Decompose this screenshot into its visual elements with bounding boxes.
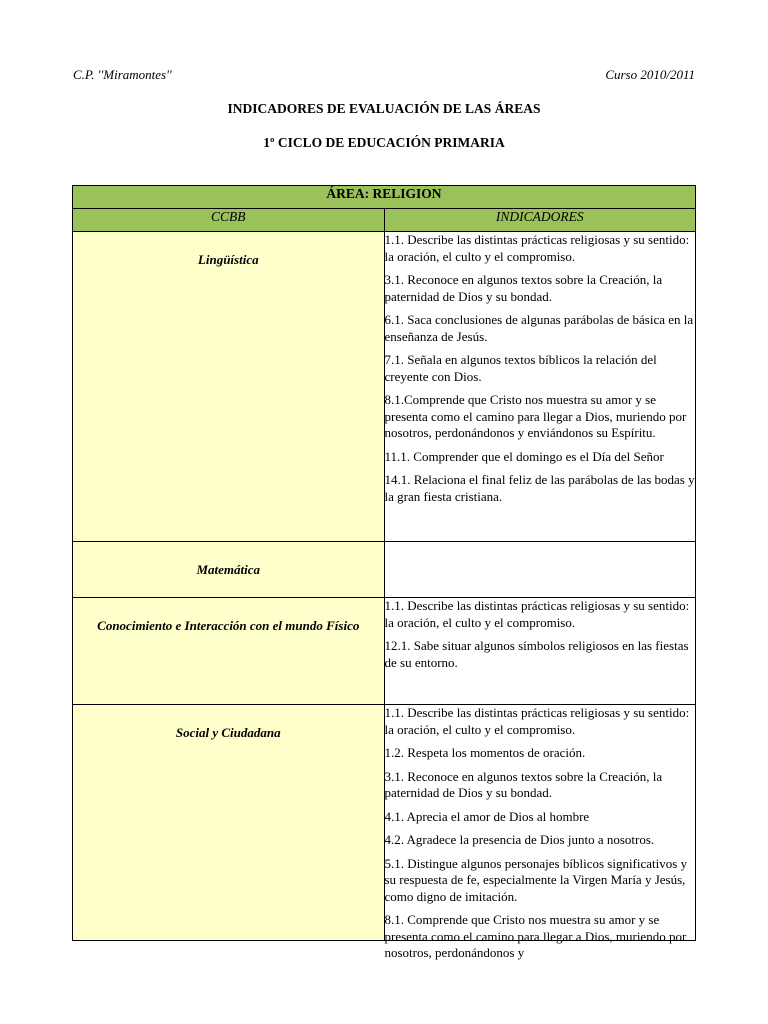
indicators-cell [384,542,696,598]
indicators-cell [384,598,696,705]
indicator-item: 5.1. Distingue algunos personajes bíblicos significativos y su respuesta de fe, especialmente la Virgen María y Jesús, como digno de imitación. [384,855,688,904]
indicator-item: 3.1. Reconoce en algunos textos sobre la Creación, la paternidad de Dios y su bondad. [384,272,663,304]
column-header-row [73,209,696,232]
indicator-item: 4.2. Agradece la presencia de Dios junto a nosotros. [384,832,655,847]
table-row [73,598,696,705]
table-row [73,232,696,542]
indicator-item: 12.1. Sabe situar algunos símbolos religiosos en las fiestas de su entorno. [384,638,689,670]
indicator-item: 14.1. Relaciona el final feliz de las parábolas de las bodas y la gran fiesta cristiana. [384,472,695,504]
indicator-item: 1.1. Describe las distintas prácticas religiosas y su sentido: la oración, el culto y el compromiso. [384,598,690,630]
indicator-item: 1.1. Describe las distintas prácticas religiosas y su sentido: la oración, el culto y el compromiso. [384,232,690,264]
indicator-item: 11.1. Comprender que el domingo es el Día del Señor [384,448,664,464]
indicators-cell [384,705,696,960]
ccbb-cell [73,232,385,542]
ccbb-label: Lingüística [197,252,259,267]
evaluation-table [72,185,696,960]
area-title: ÁREA: RELIGION [73,186,696,209]
ccbb-label: Matemática [196,562,261,577]
school-name: C.P. ''Miramontes'' [73,67,172,82]
indicator-item: 4.1. Aprecia el amor de Dios al hombre [384,808,590,824]
indicator-item: 1.2. Respeta los momentos de oración. [384,745,586,760]
column-header-ccbb: CCBB [73,209,385,232]
ccbb-cell [73,705,385,941]
ccbb-label: Conocimiento e Interacción con el mundo Físico [97,618,360,633]
document-subtitle: 1º CICLO DE EDUCACIÓN PRIMARIA [263,135,505,150]
ccbb-cell [73,542,385,598]
indicator-item: 6.1. Saca conclusiones de algunas parábolas de básica en la enseñanza de Jesús. [384,312,694,344]
table-row [73,705,696,941]
indicators-cell [384,232,696,542]
indicator-item: 3.1. Reconoce en algunos textos sobre la Creación, la paternidad de Dios y su bondad. [384,768,663,800]
column-header-indicadores: INDICADORES [384,209,696,232]
indicator-item: 7.1. Señala en algunos textos bíblicos la relación del creyente con Dios. [384,352,657,384]
indicator-item: 8.1.Comprende que Cristo nos muestra su amor y se presenta como el camino para llegar a Dios, muriendo por nosotros, perdonándonos y enviándonos su Espíritu. [384,392,687,440]
ccbb-label: Social y Ciudadana [175,725,281,740]
table-row [73,542,696,598]
document-title: INDICADORES DE EVALUACIÓN DE LAS ÁREAS [227,101,541,116]
course-year: Curso 2010/2011 [605,67,695,82]
ccbb-cell [73,598,385,705]
area-header-row [73,186,696,209]
indicators-clip [384,705,696,960]
indicator-item: 1.1. Describe las distintas prácticas religiosas y su sentido: la oración, el culto y el compromiso. [384,705,690,737]
indicator-item: 8.1. Comprende que Cristo nos muestra su amor y se presenta como el camino para llegar a Dios, muriendo por nosotros, perdonándonos y [384,912,687,960]
